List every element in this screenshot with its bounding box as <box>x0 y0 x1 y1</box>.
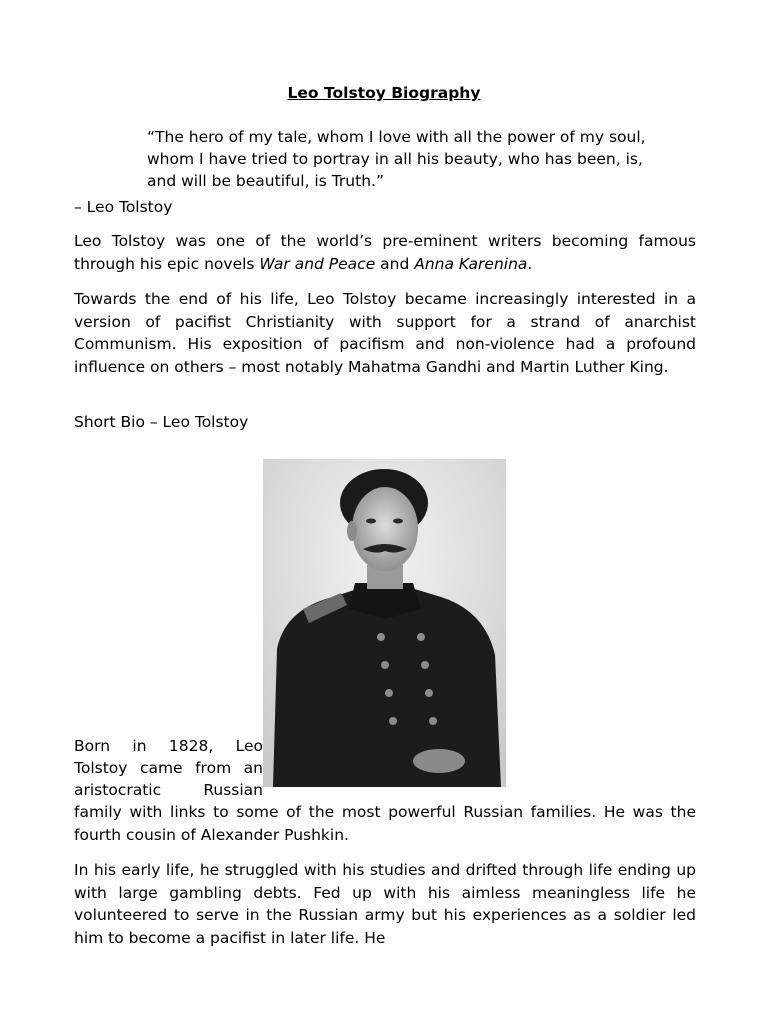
early-life-paragraph: In his early life, he struggled with his studies and drifted through life ending up with large gambling debts. Fed up with his aimless meaningless life he volunteered to serve in the Russian army but his experiences as a soldier led him to become a pacifist in later life. He <box>74 861 696 947</box>
intro-text-before: Leo Tolstoy was one of the world’s pre-eminent writers becoming famous through his epic novels <box>74 232 696 273</box>
intro-text-middle: and <box>375 254 415 273</box>
pacifism-paragraph: Towards the end of his life, Leo Tolstoy became increasingly interested in a version of pacifist Christianity with support for a strand of anarchist Communism. His exposition of pacifism and non-violence had a profound influence on others – most notably Mahatma Gandhi and Martin Luther King. <box>74 290 696 376</box>
intro-paragraph <box>74 230 696 275</box>
birth-paragraph-continued: family with links to some of the most powerful Russian families. He was the fourth cousin of Alexander Pushkin. <box>74 803 696 844</box>
section-subheading: Short Bio – Leo Tolstoy <box>74 413 249 431</box>
opening-quote: “The hero of my tale, whom I love with all the power of my soul, whom I have tried to portray in all his beauty, who has been, is, and will be beautiful, is Truth.” <box>147 128 646 190</box>
birth-line-3: aristocratic Russian <box>74 781 263 799</box>
birth-line-2: Tolstoy came from an <box>74 759 263 777</box>
tolstoy-portrait-photo <box>263 459 506 787</box>
document-title: Leo Tolstoy Biography <box>287 84 481 102</box>
book-title-war-and-peace: War and Peace <box>259 254 376 273</box>
birth-line-1: Born in 1828, Leo <box>74 737 263 755</box>
intro-text-after: . <box>527 254 533 273</box>
quote-attribution: – Leo Tolstoy <box>74 198 173 216</box>
book-title-anna-karenina: Anna Karenina <box>414 254 528 273</box>
